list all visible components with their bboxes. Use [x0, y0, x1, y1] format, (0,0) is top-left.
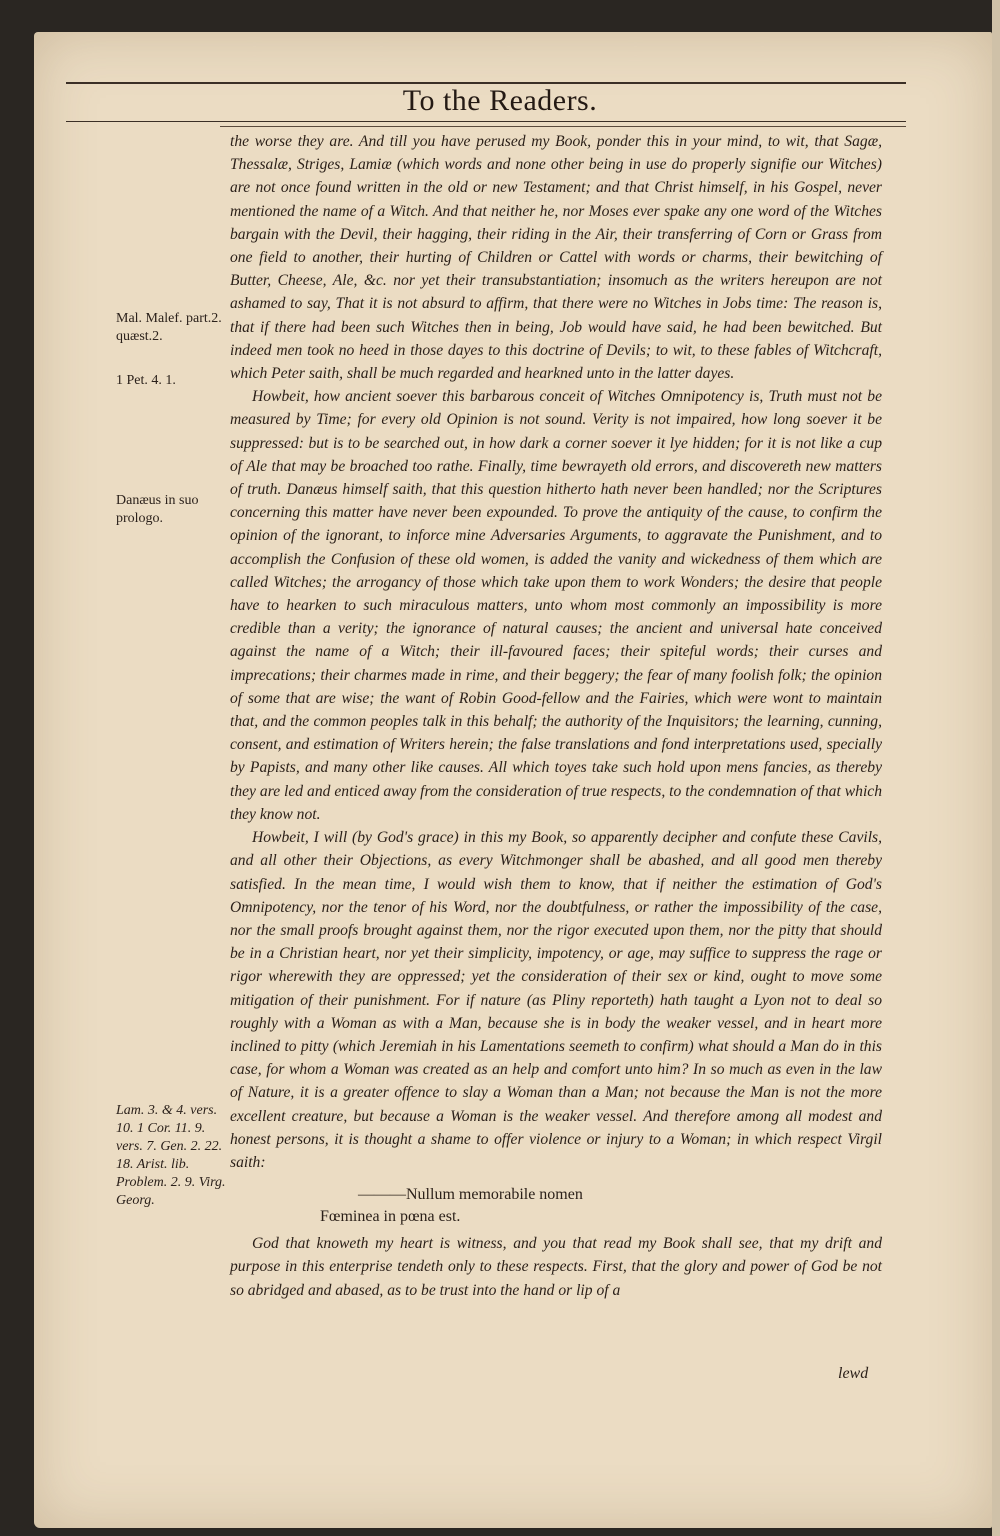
verse-line: ———Nullum memorabile nomen — [358, 1186, 583, 1204]
book-binding-edge — [992, 0, 1000, 1536]
margin-note: Mal. Malef. part.2. quæst.2. — [116, 311, 222, 344]
paragraph: God that knoweth my heart is witness, and you that read my Book shall see, that my drift and purpose in this enterprise tendeth only to these respects. First, that the glory and power of God be not so abridged and abased, as to be trust into the hand or lip of a — [230, 1235, 882, 1299]
latin-verse — [230, 1184, 882, 1228]
margin-note: Lam. 3. & 4. vers. 10. 1 Cor. 11. 9. vers. 7. Gen. 2. 22. 18. Arist. lib. Problem. 2. 9. Virg. Georg. — [116, 1103, 226, 1208]
margin-note: Danæus in suo prologo. — [116, 493, 199, 526]
verse-line: Fœminea in pœna est. — [320, 1208, 461, 1226]
main-text-column — [230, 130, 882, 1302]
paragraph: Howbeit, I will (by God's grace) in this my Book, so apparently decipher and confute these Cavils, and all other their Objections, as every Witchmonger shall be abashed, and all good men thereby satisfied. In the mean time, I would wish them to know, that if neither the estimation of God's Omnipotency, nor the tenor of his Word, nor the doubtfulness, or rather the impossibility of the case, nor the small proofs brought against them, nor the rigor executed upon them, nor the pitty that should be in a Christian heart, nor yet their simplicity, impotency, or age, may suffice to suppress the rage or rigor wherewith they are oppressed; yet the consideration of their sex or kind, ought to move some mitigation of their punishment. For if nature (as Pliny reporteth) hath taught a Lyon not to deal so roughly with a Woman as with a Man, because she is in body the weaker vessel, and in heart more inclined to pitty (which Jeremiah in his Lamentations seemeth to confirm) what should a Man do in this case, for whom a Woman was created as an help and comfort unto him? In so much as even in the law of Nature, it is a greater offence to slay a Woman than a Man; not because the Man is not the more excellent creature, but because a Woman is the weaker vessel. And therefore among all modest and honest persons, it is thought a shame to offer violence or injury to a Woman; in which respect Virgil saith: — [230, 829, 882, 1171]
paragraph: the worse they are. And till you have perused my Book, ponder this in your mind, to wit, that Sagæ, Thessalæ, Striges, Lamiæ (which words and none other being in use do properly signifie our Witches) are not once found written in the old or new Testament; and that Christ himself, in his Gospel, never mentioned the name of a Witch. And that neither he, nor Moses ever spake any one word of the Witches bargain with the Devil, their hagging, their riding in the Air, their transferring of Corn or Grass from one field to another, their hurting of Children or Cattel with words or charms, their bewitching of Butter, Cheese, Ale, &c. nor yet their transubstantiation; insomuch as the writers hereupon are not ashamed to say, That it is not absurd to affirm, that there were no Witches in Jobs time: The reason is, that if there had been such Witches then in being, Job would have said, he had been bewitched. But indeed men took no heed in those dayes to this doctrine of Devils; to wit, to these fables of Witchcraft, which Peter saith, shall be much regarded and hearkned unto in the latter dayes. — [230, 133, 882, 383]
page-title: To the Readers. — [402, 84, 598, 117]
catchword: lewd — [838, 1365, 869, 1382]
paragraph: Howbeit, how ancient soever this barbarous conceit of Witches Omnipotency is, Truth must not be measured by Time; for every old Opinion is not sound. Verity is not impaired, how long soever it be suppressed: but is to be searched out, in how dark a corner soever it lye hidden; for it is not like a cup of Ale that may be broached too rathe. Finally, time bewrayeth old errors, and discovereth new matters of truth. Danæus himself saith, that this question hitherto hath never been handled; nor the Scriptures concerning this matter have never been expounded. To prove the antiquity of the cause, to confirm the opinion of the ignorant, to inforce mine Adversaries Arguments, to aggravate the Punishment, and to accomplish the Confusion of these old women, is added the vanity and wickedness of them which are called Witches; the arrogancy of those which take upon them to work Wonders; the desire that people have to hearken to such miraculous matters, unto whom most commonly an impossibility is more credible than a verity; the ignorance of natural causes; the ancient and universal hate conceived against the name of a Witch; their ill-favoured faces; their spiteful words; their curses and imprecations; their charmes made in rime, and their beggery; the fear of many foolish folk; the opinion of some that are wise; the want of Robin Good-fellow and the Fairies, which were wont to maintain that, and the common peoples talk in this behalf; the authority of the Inquisitors; the learning, cunning, consent, and estimation of Writers herein; the false translations and fond interpretations used, specially by Papists, and many other like causes. All which toyes take such hold upon mens fancies, as thereby they are led and enticed away from the consideration of true respects, to the condemnation of that which they know not. — [230, 388, 882, 823]
title-underline-secondary — [220, 126, 906, 127]
margin-note: 1 Pet. 4. 1. — [116, 373, 176, 388]
title-underline — [66, 121, 906, 122]
